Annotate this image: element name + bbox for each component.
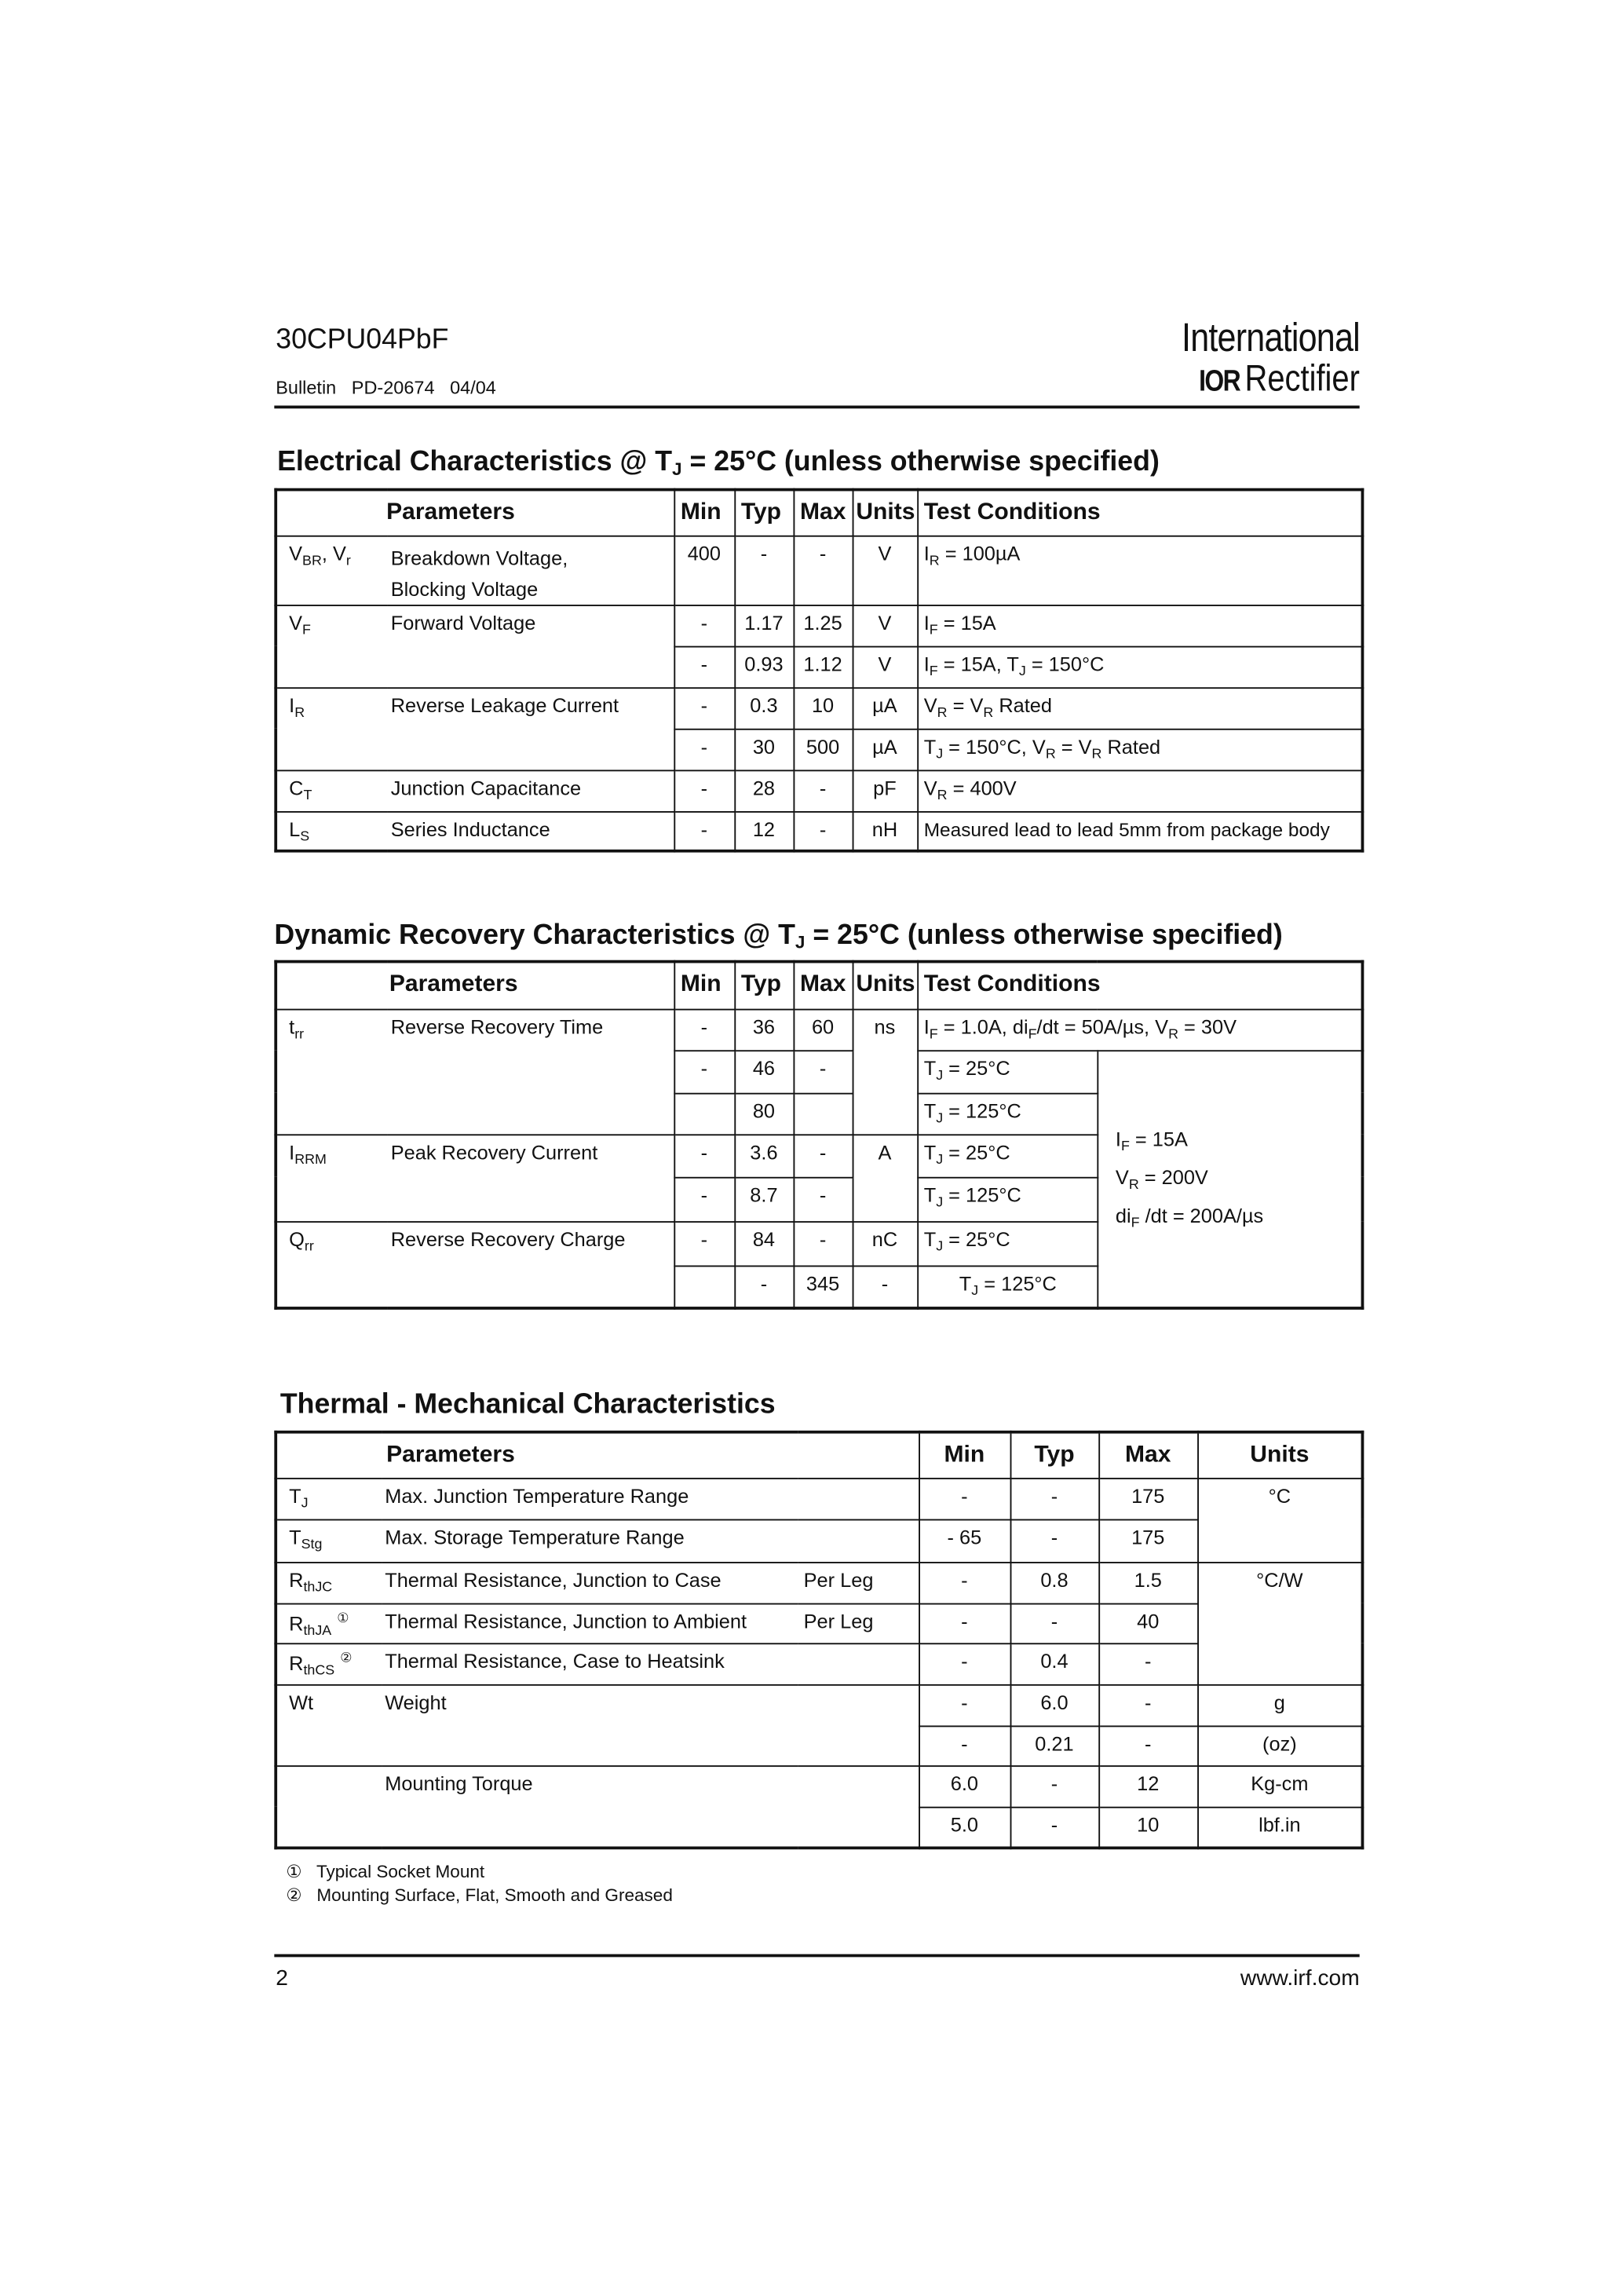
column-header: Parameters [276,1432,919,1478]
table-cell: 5.0 [919,1807,1010,1848]
table-cell: - [674,811,734,851]
table-row [276,1478,1362,1519]
column-header: Typ [734,490,793,536]
table-cell: Max. Storage Temperature Range [382,1519,919,1562]
column-header: Typ [1010,1432,1099,1478]
table-cell: - [1098,1684,1197,1726]
table-cell: $T_J = 25^\circ C$ [917,1221,1097,1265]
table-cell: - [674,770,734,811]
table-cell: 175 [1098,1478,1197,1519]
table-cell: - [794,1221,853,1265]
table-cell: °C/W [1197,1562,1362,1684]
table-cell: 1.17 [734,605,793,646]
part-number: 30CPU04PbF [276,324,449,356]
website-link[interactable]: www.irf.com [1240,1965,1360,1991]
table-cell: 0.21 [1010,1725,1099,1765]
table-cell: 12 [1098,1765,1197,1807]
table-cell: Reverse Recovery Charge [388,1221,674,1308]
table-cell: 28 [734,770,793,811]
table-cell: $V_{BR}$, $V_r$ [276,536,388,605]
table-cell: 1.5 [1098,1562,1197,1603]
table-cell: Thermal Resistance, Case to Heatsink [382,1643,919,1684]
column-header: Units [1197,1432,1362,1478]
table-cell [674,1265,734,1307]
table-cell: nH [853,811,918,851]
table-cell: 84 [734,1221,793,1265]
table-cell: $I_F = 15A$ [917,605,1362,646]
dynamic-table [274,960,1364,1310]
thermal-table [274,1431,1364,1849]
table-row [276,1562,1362,1603]
column-header: Parameters [276,962,674,1009]
column-header: Min [919,1432,1010,1478]
table-cell: Kg-cm [1197,1765,1362,1807]
table-cell: - 65 [919,1519,1010,1562]
table-cell: 1.12 [794,646,853,688]
table-row [276,1765,1362,1807]
table-cell: $R_{thCS}$ ② [276,1643,382,1684]
table-cell: Forward Voltage [388,605,674,687]
table-cell: 0.3 [734,687,793,729]
table-cell: Weight [382,1684,919,1765]
table-cell: - [674,1221,734,1265]
table-row [276,687,1362,729]
table-cell: - [674,1177,734,1221]
table-cell: - [794,811,853,851]
table-cell: 80 [734,1093,793,1135]
table-cell: Series Inductance [388,811,674,851]
table-cell: 400 [674,536,734,605]
table-cell: - [794,1050,853,1092]
table-cell: $t_{rr}$ [276,1009,388,1135]
table-cell: - [853,1265,918,1307]
table-cell: 10 [1098,1807,1197,1848]
footer-rule [274,1954,1359,1958]
table-row [276,536,1362,605]
column-header: Test Conditions [917,490,1362,536]
table-cell: V [853,536,918,605]
table-cell: $I_R$ [276,687,388,770]
table-cell: Thermal Resistance, Junction to Case [382,1562,798,1603]
table-cell: 6.0 [1010,1684,1099,1726]
table-cell: International [1181,315,1360,360]
shared-test-conditions [1097,1050,1362,1308]
table-cell: (oz) [1197,1725,1362,1765]
column-header: Max [1098,1432,1197,1478]
table-cell: pF [853,770,918,811]
table-cell: - [919,1562,1010,1603]
table-cell: Per Leg [798,1603,919,1643]
table-cell: °C [1197,1478,1362,1562]
column-header: Units [853,962,918,1009]
table-cell: 345 [794,1265,853,1307]
column-header: Units [853,490,918,536]
table-cell: $T_J = 150^\circ C$, $V_R = V_R$ Rated [917,729,1362,770]
table-cell: - [674,729,734,770]
bulletin: Bulletin PD-20674 04/04 [276,377,496,399]
table-cell: $R_{thJC}$ [276,1562,382,1603]
table-cell: Reverse Leakage Current [388,687,674,770]
company-logo [1150,316,1360,401]
table-cell: µA [853,729,918,770]
column-header: Max [794,962,853,1009]
table-cell: 0.8 [1010,1562,1099,1603]
table-cell: $T_J = 125^\circ C$ [917,1265,1097,1307]
table-cell: 3.6 [734,1134,793,1176]
table-cell: - [1010,1807,1099,1848]
page-number: 2 [276,1965,288,1991]
table-row [276,770,1362,811]
table-cell: - [1010,1765,1099,1807]
table-cell: $V_F$ [276,605,388,687]
table-cell: - [674,605,734,646]
table-cell: lbf.in [1197,1807,1362,1848]
table-cell: - [794,770,853,811]
table-cell: - [1010,1478,1099,1519]
table-cell: - [734,1265,793,1307]
table-cell: nC [853,1221,918,1265]
table-cell: $I_F = 15A$ [1115,1128,1188,1156]
table-row [276,605,1362,646]
table-cell: $T_J = 125^\circ C$ [917,1177,1097,1221]
column-header: Min [674,490,734,536]
dynamic-title: Dynamic Recovery Characteristics @ $T_J = 25^\circ C$ (unless otherwise specified) [274,919,1283,953]
table-cell: Wt [276,1684,382,1765]
table-cell: - [919,1603,1010,1643]
table-cell: - [919,1643,1010,1684]
table-cell: A [853,1134,918,1221]
table-cell: $I_F = 15A$, $T_J = 150^\circ C$ [917,646,1362,688]
table-cell: $I_F = 1.0A$, $di_F/dt = 50A/\mu s$, $V_R = 30V$ [917,1009,1362,1051]
table-cell: $T_J$ [276,1478,382,1519]
table-cell: - [1010,1519,1099,1562]
table-cell: 10 [794,687,853,729]
table-cell: Peak Recovery Current [388,1134,674,1221]
table-cell: 500 [794,729,853,770]
electrical-table [274,488,1364,853]
column-header: Max [794,490,853,536]
table-cell: $L_S$ [276,811,388,851]
column-header: Parameters [276,490,674,536]
table-cell: 6.0 [919,1765,1010,1807]
table-cell [794,1093,853,1135]
table-cell: $T_J = 125^\circ C$ [917,1093,1097,1135]
table-cell: $V_R = 400V$ [917,770,1362,811]
table-cell: - [919,1725,1010,1765]
table-cell: $C_T$ [276,770,388,811]
table-cell: V [853,646,918,688]
table-cell: Thermal Resistance, Junction to Ambient [382,1603,798,1643]
table-cell: 8.7 [734,1177,793,1221]
table-row [276,1684,1362,1726]
table-row [276,811,1362,851]
table-cell: - [794,1134,853,1176]
table-cell: g [1197,1684,1362,1726]
table-cell: 0.4 [1010,1643,1099,1684]
table-cell: - [1010,1603,1099,1643]
table-cell: - [674,646,734,688]
table-cell: µA [853,687,918,729]
table-cell: - [794,536,853,605]
table-cell: 60 [794,1009,853,1051]
table-cell: Per Leg [798,1562,919,1603]
table-cell: - [1098,1725,1197,1765]
table-cell: 30 [734,729,793,770]
table-cell: - [674,687,734,729]
table-cell: $I_R = 100\mu A$ [917,536,1362,605]
table-cell: 12 [734,811,793,851]
table-cell [276,1765,382,1848]
table-cell: $I_{RRM}$ [276,1134,388,1221]
table-cell: - [919,1684,1010,1726]
table-cell: $V_R = V_R$ Rated [917,687,1362,729]
header-rule [274,406,1359,409]
table-cell: Reverse Recovery Time [388,1009,674,1135]
column-header: Min [674,962,734,1009]
table-cell: $di_F$ /dt = 200A/µs [1115,1205,1264,1232]
table-cell: - [1098,1643,1197,1684]
column-header: Test Conditions [917,962,1362,1009]
table-cell: $T_J = 25^\circ C$ [917,1134,1097,1176]
table-cell: V [853,605,918,646]
table-cell: 40 [1098,1603,1197,1643]
column-header: Typ [734,962,793,1009]
table-cell: - [674,1050,734,1092]
table-cell: ns [853,1009,918,1135]
table-row [276,1009,1362,1051]
table-cell: Junction Capacitance [388,770,674,811]
table-cell: $T_{Stg}$ [276,1519,382,1562]
table-cell: $V_R = 200V$ [1115,1167,1208,1194]
table-cell: - [674,1134,734,1176]
table-cell: Max. Junction Temperature Range [382,1478,919,1519]
thermal-title: Thermal - Mechanical Characteristics [279,1389,776,1420]
table-cell: - [794,1177,853,1221]
table-cell: Mounting Torque [382,1765,919,1848]
table-cell: 0.93 [734,646,793,688]
table-cell: 46 [734,1050,793,1092]
table-cell: $R_{thJA}$ ① [276,1603,382,1643]
table-cell: 1.25 [794,605,853,646]
table-cell: Breakdown Voltage, Blocking Voltage [388,536,674,605]
table-cell: 175 [1098,1519,1197,1562]
footnote-1: ① Typical Socket Mount [286,1861,485,1882]
table-cell: - [674,1009,734,1051]
electrical-title: Electrical Characteristics @ $T_J = 25^\circ C$ (unless otherwise specified) [277,447,1160,480]
table-cell: - [919,1478,1010,1519]
table-cell: IOR [1198,365,1240,399]
table-cell: Measured lead to lead 5mm from package body [917,811,1362,851]
footnote-2: ② Mounting Surface, Flat, Smooth and Greased [286,1885,673,1906]
table-cell: - [734,536,793,605]
table-cell [674,1093,734,1135]
table-cell: Rectifier [1244,358,1360,400]
table-cell: $Q_{rr}$ [276,1221,388,1308]
table-cell: $T_J = 25^\circ C$ [917,1050,1097,1092]
table-cell: 36 [734,1009,793,1051]
